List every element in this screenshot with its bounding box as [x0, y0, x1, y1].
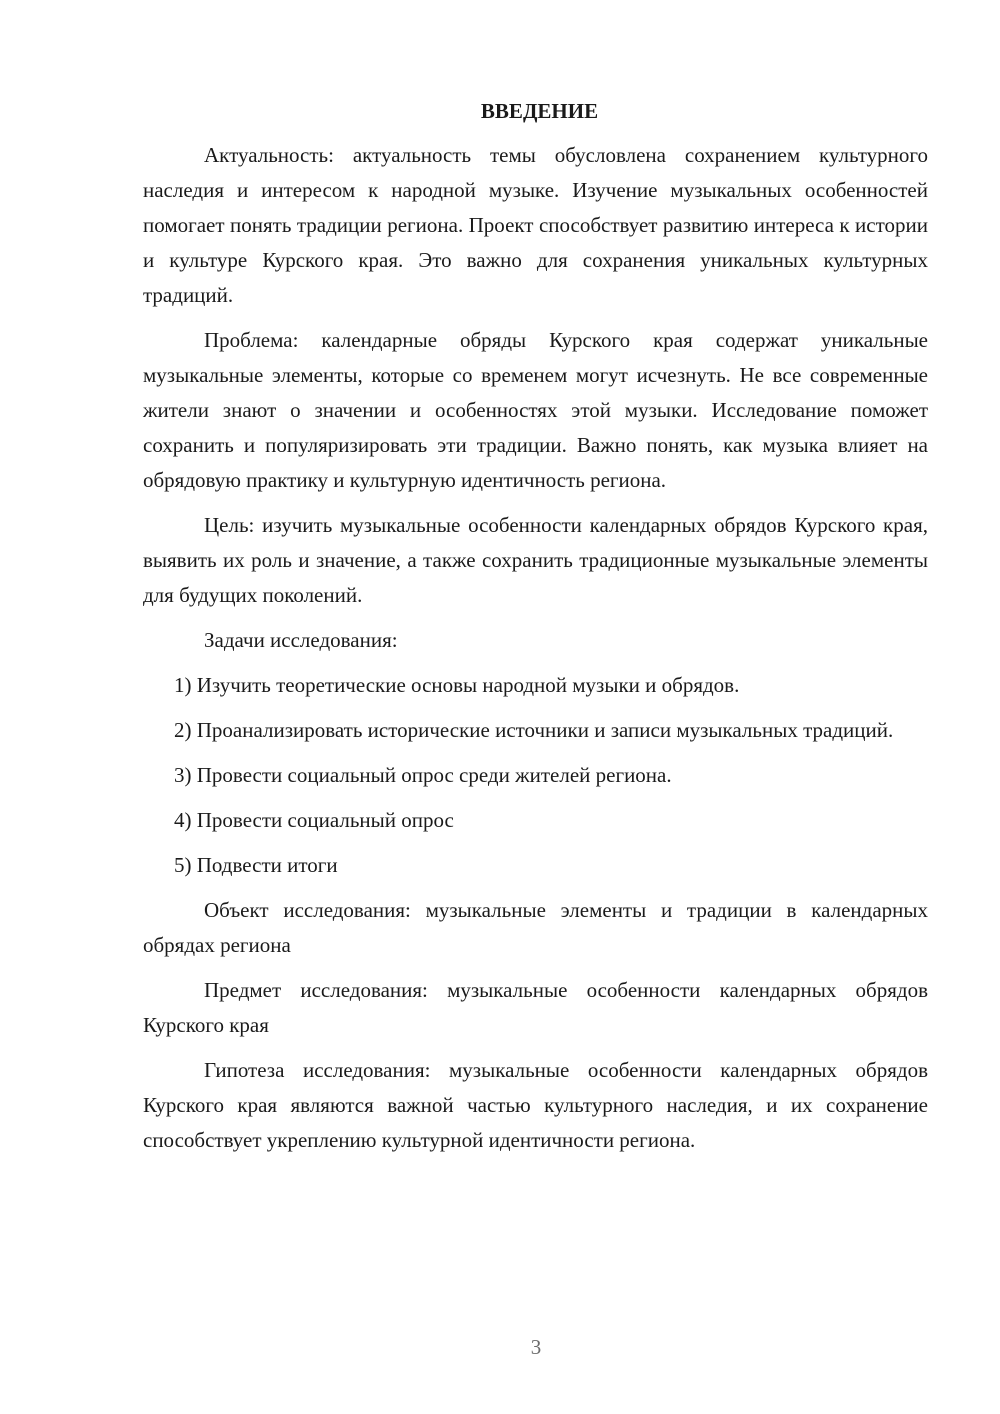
section-heading: ВВЕДЕНИЕ [480, 99, 599, 123]
tasks-list [143, 668, 928, 883]
problem-paragraph: Проблема: календарные обряды Курского края содержат уникальные музыкальные элементы, которые со временем могут исчезнуть. Не все современные жители знают о значении и особенностях этой музыки. Исследование поможет сохранить и популяризировать эти традиции. Важно понять, как музыка влияет на обрядовую практику и культурную идентичность региона. [143, 328, 928, 492]
task-item: 4) Провести социальный опрос [174, 808, 454, 832]
subject-paragraph: Предмет исследования: музыкальные особенности календарных обрядов Курского края [143, 978, 928, 1037]
hypothesis-paragraph: Гипотеза исследования: музыкальные особенности календарных обрядов Курского края являются важной частью культурного наследия, и их сохранение способствует укреплению культурной идентичности региона. [143, 1058, 928, 1152]
task-item: 3) Провести социальный опрос среди жителей региона. [174, 763, 672, 787]
tasks-title: Задачи исследования: [204, 628, 398, 652]
document-page [143, 96, 928, 1158]
task-item: 5) Подвести итоги [174, 853, 338, 877]
relevance-paragraph: Актуальность: актуальность темы обусловлена сохранением культурного наследия и интересом к народной музыке. Изучение музыкальных особенностей помогает понять традиции региона. Проект способствует развитию интереса к истории и культуре Курского края. Это важно для сохранения уникальных культурных традиций. [143, 143, 928, 307]
goal-paragraph: Цель: изучить музыкальные особенности календарных обрядов Курского края, выявить их роль и значение, а также сохранить традиционные музыкальные элементы для будущих поколений. [143, 513, 928, 607]
object-paragraph: Объект исследования: музыкальные элементы и традиции в календарных обрядах региона [143, 898, 928, 957]
task-item: 1) Изучить теоретические основы народной музыки и обрядов. [174, 673, 740, 697]
page-number: 3 [530, 1335, 542, 1359]
task-item: 2) Проанализировать исторические источники и записи музыкальных традиций. [174, 718, 894, 742]
